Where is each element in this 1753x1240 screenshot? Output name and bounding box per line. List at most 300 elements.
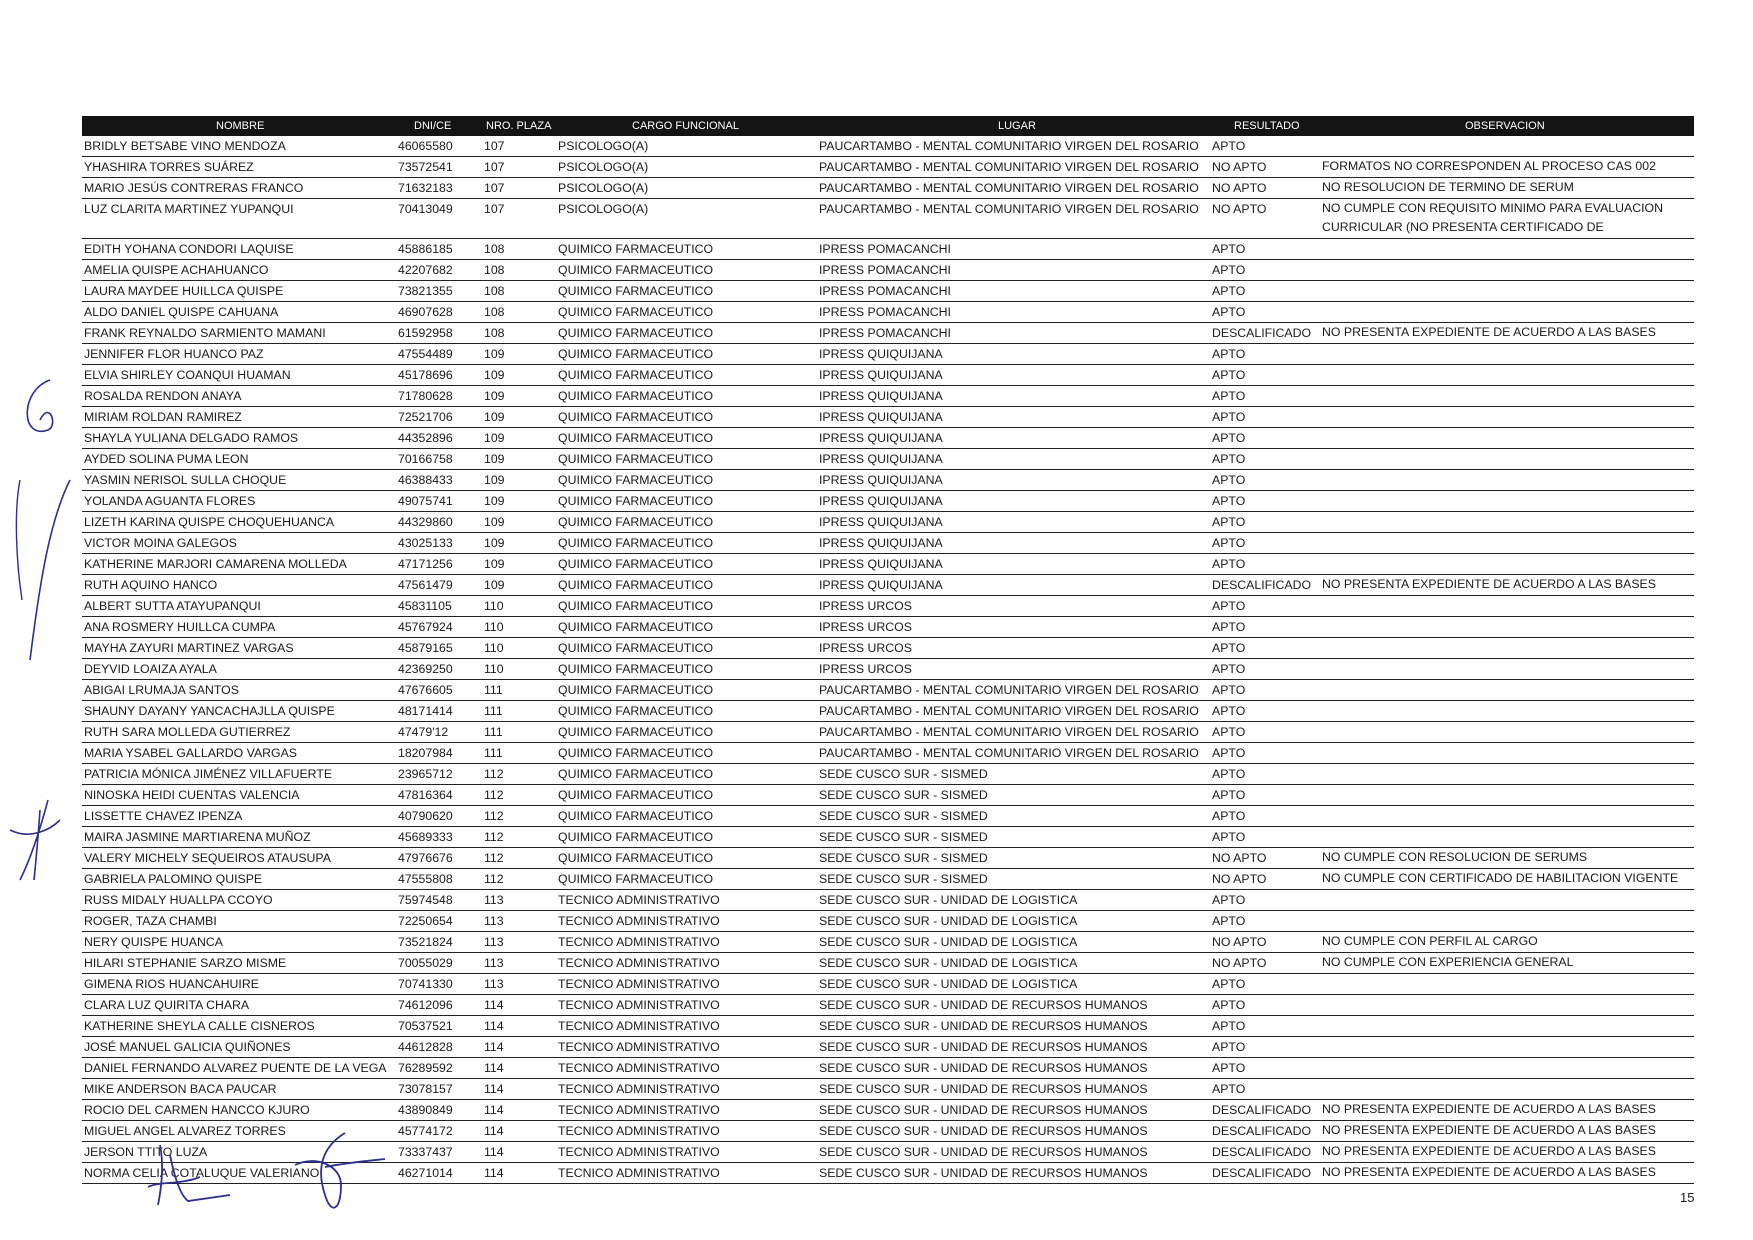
cell-nombre: RUSS MIDALY HUALLPA CCOYO xyxy=(84,893,273,907)
cell-resultado: APTO xyxy=(1212,347,1246,361)
table-row xyxy=(82,365,1694,386)
cell-lugar: IPRESS POMACANCHI xyxy=(819,305,951,319)
cell-nombre: MIRIAM ROLDAN RAMIREZ xyxy=(84,410,242,424)
cell-nombre: SHAYLA YULIANA DELGADO RAMOS xyxy=(84,431,299,445)
cell-lugar: SEDE CUSCO SUR - SISMED xyxy=(819,767,988,781)
cell-observacion: NO CUMPLE CON PERFIL AL CARGO xyxy=(1322,934,1538,948)
cell-plaza: 109 xyxy=(484,410,505,424)
cell-cargo: QUIMICO FARMACEUTICO xyxy=(558,809,714,823)
cell-observacion: NO PRESENTA EXPEDIENTE DE ACUERDO A LAS BASES xyxy=(1322,1144,1656,1158)
cell-lugar: SEDE CUSCO SUR - UNIDAD DE LOGISTICA xyxy=(819,893,1078,907)
cell-nombre: NINOSKA HEIDI CUENTAS VALENCIA xyxy=(84,788,300,802)
cell-cargo: QUIMICO FARMACEUTICO xyxy=(558,263,714,277)
table-row xyxy=(82,344,1694,365)
cell-nombre: KATHERINE MARJORI CAMARENA MOLLEDA xyxy=(84,557,347,571)
cell-nombre: YHASHIRA TORRES SUÁREZ xyxy=(84,160,254,174)
cell-cargo: QUIMICO FARMACEUTICO xyxy=(558,326,714,340)
table-row xyxy=(82,1079,1694,1100)
cell-plaza: 114 xyxy=(484,1019,504,1033)
cell-plaza: 107 xyxy=(484,160,505,174)
cell-cargo: QUIMICO FARMACEUTICO xyxy=(558,683,714,697)
cell-cargo: QUIMICO FARMACEUTICO xyxy=(558,578,714,592)
cell-plaza: 112 xyxy=(484,851,504,865)
table-row xyxy=(82,1016,1694,1037)
cell-plaza: 114 xyxy=(484,1124,504,1138)
cell-lugar: SEDE CUSCO SUR - UNIDAD DE RECURSOS HUMANOS xyxy=(819,1082,1148,1096)
cell-plaza: 111 xyxy=(484,683,503,697)
cell-cargo: QUIMICO FARMACEUTICO xyxy=(558,599,714,613)
cell-lugar: PAUCARTAMBO - MENTAL COMUNITARIO VIRGEN DEL ROSARIO xyxy=(819,160,1199,174)
cell-dni: 72250654 xyxy=(398,914,453,928)
cell-plaza: 110 xyxy=(484,662,504,676)
cell-plaza: 108 xyxy=(484,284,505,298)
cell-dni: 42207682 xyxy=(398,263,453,277)
cell-dni: 47816364 xyxy=(398,788,453,802)
cell-nombre: PATRICIA MÓNICA JIMÉNEZ VILLAFUERTE xyxy=(84,767,333,781)
cell-dni: 45767924 xyxy=(398,620,453,634)
cell-plaza: 108 xyxy=(484,242,505,256)
cell-dni: 70166758 xyxy=(398,452,453,466)
cell-lugar: IPRESS QUIQUIJANA xyxy=(819,389,943,403)
cell-cargo: QUIMICO FARMACEUTICO xyxy=(558,872,714,886)
cell-plaza: 113 xyxy=(484,935,504,949)
cell-resultado: APTO xyxy=(1212,893,1246,907)
cell-resultado: APTO xyxy=(1212,431,1246,445)
cell-nombre: ABIGAI LRUMAJA SANTOS xyxy=(84,683,239,697)
cell-dni: 46065580 xyxy=(398,139,453,153)
cell-lugar: PAUCARTAMBO - MENTAL COMUNITARIO VIRGEN DEL ROSARIO xyxy=(819,704,1199,718)
cell-resultado: APTO xyxy=(1212,599,1246,613)
table-row xyxy=(82,302,1694,323)
cell-dni: 45178696 xyxy=(398,368,453,382)
cell-dni: 45879165 xyxy=(398,641,453,655)
cell-nombre: ROCIO DEL CARMEN HANCCO KJURO xyxy=(84,1103,310,1117)
cell-resultado: APTO xyxy=(1212,1019,1246,1033)
cell-dni: 47554489 xyxy=(398,347,453,361)
cell-dni: 45689333 xyxy=(398,830,453,844)
cell-cargo: QUIMICO FARMACEUTICO xyxy=(558,305,714,319)
table-row xyxy=(82,701,1694,722)
cell-lugar: SEDE CUSCO SUR - SISMED xyxy=(819,809,988,823)
cell-resultado: APTO xyxy=(1212,830,1246,844)
cell-dni: 73337437 xyxy=(398,1145,453,1159)
table-row xyxy=(82,869,1694,890)
table-row xyxy=(82,680,1694,701)
cell-cargo: QUIMICO FARMACEUTICO xyxy=(558,788,714,802)
cell-resultado: DESCALIFICADO xyxy=(1212,1145,1312,1159)
cell-plaza: 114 xyxy=(484,1082,504,1096)
cell-plaza: 114 xyxy=(484,1061,504,1075)
cell-nombre: MIKE ANDERSON BACA PAUCAR xyxy=(84,1082,277,1096)
table-row xyxy=(82,911,1694,932)
cell-nombre: ANA ROSMERY HUILLCA CUMPA xyxy=(84,620,276,634)
cell-lugar: IPRESS URCOS xyxy=(819,641,912,655)
cell-plaza: 114 xyxy=(484,1145,504,1159)
cell-plaza: 112 xyxy=(484,830,504,844)
cell-resultado: APTO xyxy=(1212,242,1246,256)
cell-cargo: TECNICO ADMINISTRATIVO xyxy=(558,1019,720,1033)
cell-lugar: SEDE CUSCO SUR - UNIDAD DE RECURSOS HUMANOS xyxy=(819,1103,1148,1117)
table-row xyxy=(82,323,1694,344)
table-row xyxy=(82,827,1694,848)
cell-dni: 45831105 xyxy=(398,599,452,613)
cell-observacion: NO CUMPLE CON RESOLUCION DE SERUMS xyxy=(1322,850,1588,864)
cell-nombre: YASMIN NERISOL SULLA CHOQUE xyxy=(84,473,287,487)
cell-dni: 70741330 xyxy=(398,977,453,991)
cell-lugar: SEDE CUSCO SUR - UNIDAD DE RECURSOS HUMANOS xyxy=(819,1145,1148,1159)
table-row xyxy=(82,1058,1694,1079)
cell-observacion: NO CUMPLE CON EXPERIENCIA GENERAL xyxy=(1322,955,1574,969)
cell-cargo: TECNICO ADMINISTRATIVO xyxy=(558,977,720,991)
cell-lugar: IPRESS QUIQUIJANA xyxy=(819,494,943,508)
cell-lugar: SEDE CUSCO SUR - UNIDAD DE RECURSOS HUMANOS xyxy=(819,998,1148,1012)
cell-lugar: SEDE CUSCO SUR - UNIDAD DE LOGISTICA xyxy=(819,935,1078,949)
cell-dni: 74612096 xyxy=(398,998,453,1012)
cell-resultado: APTO xyxy=(1212,139,1246,153)
cell-cargo: QUIMICO FARMACEUTICO xyxy=(558,515,714,529)
cell-resultado: NO APTO xyxy=(1212,851,1267,865)
cell-plaza: 109 xyxy=(484,452,505,466)
cell-cargo: PSICOLOGO(A) xyxy=(558,139,649,153)
cell-lugar: IPRESS QUIQUIJANA xyxy=(819,578,943,592)
cell-cargo: TECNICO ADMINISTRATIVO xyxy=(558,914,720,928)
cell-nombre: MARIA YSABEL GALLARDO VARGAS xyxy=(84,746,297,760)
cell-resultado: DESCALIFICADO xyxy=(1212,578,1312,592)
header-observacion: OBSERVACION xyxy=(1465,120,1545,132)
cell-cargo: QUIMICO FARMACEUTICO xyxy=(558,494,714,508)
cell-nombre: HILARI STEPHANIE SARZO MISME xyxy=(84,956,287,970)
table-row xyxy=(82,533,1694,554)
cell-lugar: IPRESS URCOS xyxy=(819,662,912,676)
table-row xyxy=(82,260,1694,281)
cell-resultado: APTO xyxy=(1212,725,1246,739)
cell-plaza: 107 xyxy=(484,181,505,195)
table-row xyxy=(82,848,1694,869)
table-row xyxy=(82,785,1694,806)
cell-plaza: 111 xyxy=(484,704,503,718)
header-lugar: LUGAR xyxy=(998,120,1036,132)
cell-plaza: 113 xyxy=(484,956,504,970)
cell-nombre: AYDED SOLINA PUMA LEON xyxy=(84,452,249,466)
table-row xyxy=(82,470,1694,491)
cell-resultado: APTO xyxy=(1212,662,1246,676)
cell-cargo: QUIMICO FARMACEUTICO xyxy=(558,662,714,676)
cell-resultado: DESCALIFICADO xyxy=(1212,1103,1312,1117)
cell-observacion: NO PRESENTA EXPEDIENTE DE ACUERDO A LAS BASES xyxy=(1322,1123,1656,1137)
results-table xyxy=(82,116,1694,1184)
cell-cargo: QUIMICO FARMACEUTICO xyxy=(558,557,714,571)
cell-dni: 42369250 xyxy=(398,662,453,676)
cell-plaza: 108 xyxy=(484,326,505,340)
cell-cargo: QUIMICO FARMACEUTICO xyxy=(558,242,714,256)
table-row xyxy=(82,995,1694,1016)
table-row xyxy=(82,659,1694,680)
cell-resultado: NO APTO xyxy=(1212,160,1267,174)
cell-dni: 49075741 xyxy=(398,494,453,508)
cell-cargo: TECNICO ADMINISTRATIVO xyxy=(558,998,720,1012)
cell-nombre: JOSÉ MANUEL GALICIA QUIÑONES xyxy=(84,1040,291,1054)
cell-plaza: 113 xyxy=(484,977,504,991)
cell-plaza: 109 xyxy=(484,515,505,529)
cell-resultado: APTO xyxy=(1212,620,1246,634)
cell-resultado: APTO xyxy=(1212,977,1246,991)
cell-dni: 18207984 xyxy=(398,746,453,760)
cell-lugar: IPRESS QUIQUIJANA xyxy=(819,557,943,571)
cell-plaza: 114 xyxy=(484,1166,504,1180)
cell-lugar: SEDE CUSCO SUR - UNIDAD DE RECURSOS HUMANOS xyxy=(819,1040,1148,1054)
cell-plaza: 114 xyxy=(484,1040,504,1054)
cell-observacion: NO CUMPLE CON REQUISITO MINIMO PARA EVALUACION CURRICULAR (NO PRESENTA CERTIFICADO DE xyxy=(1322,201,1663,234)
cell-dni: 23965712 xyxy=(398,767,453,781)
cell-plaza: 112 xyxy=(484,872,504,886)
cell-resultado: APTO xyxy=(1212,263,1246,277)
cell-dni: 47171256 xyxy=(398,557,453,571)
cell-plaza: 109 xyxy=(484,536,505,550)
cell-nombre: LISSETTE CHAVEZ IPENZA xyxy=(84,809,243,823)
signature-left-icon xyxy=(140,1135,250,1215)
cell-plaza: 110 xyxy=(484,641,504,655)
cell-nombre: MAIRA JASMINE MARTIARENA MUÑOZ xyxy=(84,830,311,844)
cell-lugar: IPRESS POMACANCHI xyxy=(819,242,951,256)
cell-dni: 46907628 xyxy=(398,305,453,319)
cell-plaza: 109 xyxy=(484,494,505,508)
cell-observacion: NO CUMPLE CON CERTIFICADO DE HABILITACION VIGENTE xyxy=(1322,871,1679,885)
cell-dni: 73572541 xyxy=(398,160,453,174)
table-row xyxy=(82,743,1694,764)
cell-plaza: 109 xyxy=(484,347,505,361)
cell-nombre: MAYHA ZAYURI MARTINEZ VARGAS xyxy=(84,641,294,655)
cell-lugar: PAUCARTAMBO - MENTAL COMUNITARIO VIRGEN DEL ROSARIO xyxy=(819,202,1199,216)
table-row xyxy=(82,199,1694,239)
cell-cargo: TECNICO ADMINISTRATIVO xyxy=(558,1124,720,1138)
table-row xyxy=(82,596,1694,617)
table-row xyxy=(82,932,1694,953)
cell-lugar: PAUCARTAMBO - MENTAL COMUNITARIO VIRGEN DEL ROSARIO xyxy=(819,181,1199,195)
cell-dni: 44352896 xyxy=(398,431,453,445)
table-row xyxy=(82,407,1694,428)
cell-nombre: MARIO JESÚS CONTRERAS FRANCO xyxy=(84,181,304,195)
cell-cargo: QUIMICO FARMACEUTICO xyxy=(558,536,714,550)
cell-dni: 43890849 xyxy=(398,1103,453,1117)
cell-cargo: QUIMICO FARMACEUTICO xyxy=(558,431,714,445)
cell-nombre: YOLANDA AGUANTA FLORES xyxy=(84,494,256,508)
table-row xyxy=(82,239,1694,260)
table-header xyxy=(82,116,1694,136)
cell-nombre: ROSALDA RENDON ANAYA xyxy=(84,389,242,403)
cell-cargo: QUIMICO FARMACEUTICO xyxy=(558,767,714,781)
cell-cargo: TECNICO ADMINISTRATIVO xyxy=(558,1061,720,1075)
cell-lugar: SEDE CUSCO SUR - UNIDAD DE RECURSOS HUMANOS xyxy=(819,1061,1148,1075)
cell-dni: 47676605 xyxy=(398,683,453,697)
cell-nombre: JENNIFER FLOR HUANCO PAZ xyxy=(84,347,264,361)
cell-cargo: TECNICO ADMINISTRATIVO xyxy=(558,893,720,907)
cell-resultado: NO APTO xyxy=(1212,202,1267,216)
cell-dni: 71780628 xyxy=(398,389,453,403)
cell-plaza: 113 xyxy=(484,914,504,928)
cell-lugar: SEDE CUSCO SUR - UNIDAD DE LOGISTICA xyxy=(819,914,1078,928)
cell-dni: 73078157 xyxy=(398,1082,453,1096)
cell-plaza: 107 xyxy=(484,139,505,153)
cell-lugar: IPRESS QUIQUIJANA xyxy=(819,536,943,550)
cell-cargo: QUIMICO FARMACEUTICO xyxy=(558,368,714,382)
cell-nombre: GIMENA RIOS HUANCAHUIRE xyxy=(84,977,259,991)
cell-dni: 47561479 xyxy=(398,578,453,592)
cell-dni: 40790620 xyxy=(398,809,453,823)
cell-resultado: DESCALIFICADO xyxy=(1212,1124,1312,1138)
cell-lugar: IPRESS URCOS xyxy=(819,620,912,634)
cell-resultado: APTO xyxy=(1212,1082,1246,1096)
cell-plaza: 112 xyxy=(484,767,504,781)
cell-cargo: QUIMICO FARMACEUTICO xyxy=(558,620,714,634)
cell-dni: 43025133 xyxy=(398,536,453,550)
cell-cargo: QUIMICO FARMACEUTICO xyxy=(558,284,714,298)
cell-lugar: IPRESS QUIQUIJANA xyxy=(819,452,943,466)
cell-nombre: DANIEL FERNANDO ALVAREZ PUENTE DE LA VEGA xyxy=(84,1061,387,1075)
cell-resultado: APTO xyxy=(1212,641,1246,655)
cell-plaza: 112 xyxy=(484,788,504,802)
cell-cargo: QUIMICO FARMACEUTICO xyxy=(558,725,714,739)
cell-nombre: FRANK REYNALDO SARMIENTO MAMANI xyxy=(84,326,326,340)
cell-nombre: KATHERINE SHEYLA CALLE CISNEROS xyxy=(84,1019,315,1033)
cell-resultado: APTO xyxy=(1212,1061,1246,1075)
cell-cargo: QUIMICO FARMACEUTICO xyxy=(558,473,714,487)
cell-observacion: NO PRESENTA EXPEDIENTE DE ACUERDO A LAS BASES xyxy=(1322,577,1656,591)
cell-lugar: SEDE CUSCO SUR - UNIDAD DE LOGISTICA xyxy=(819,977,1078,991)
cell-nombre: BRIDLY BETSABE VINO MENDOZA xyxy=(84,139,286,153)
cell-dni: 48171414 xyxy=(398,704,453,718)
table-row xyxy=(82,428,1694,449)
cell-nombre: ELVIA SHIRLEY COANQUI HUAMAN xyxy=(84,368,291,382)
table-row xyxy=(82,806,1694,827)
cell-nombre: EDITH YOHANA CONDORI LAQUISE xyxy=(84,242,294,256)
cell-resultado: APTO xyxy=(1212,704,1246,718)
cell-nombre: LIZETH KARINA QUISPE CHOQUEHUANCA xyxy=(84,515,335,529)
cell-cargo: PSICOLOGO(A) xyxy=(558,181,649,195)
cell-lugar: PAUCARTAMBO - MENTAL COMUNITARIO VIRGEN DEL ROSARIO xyxy=(819,746,1199,760)
cell-dni: 70413049 xyxy=(398,202,453,216)
cell-plaza: 108 xyxy=(484,305,505,319)
table-row xyxy=(82,722,1694,743)
table-row xyxy=(82,491,1694,512)
cell-nombre: MIGUEL ANGEL ALVAREZ TORRES xyxy=(84,1124,286,1138)
cell-cargo: QUIMICO FARMACEUTICO xyxy=(558,389,714,403)
cell-lugar: IPRESS POMACANCHI xyxy=(819,263,951,277)
cell-cargo: TECNICO ADMINISTRATIVO xyxy=(558,1103,720,1117)
cell-lugar: IPRESS URCOS xyxy=(819,599,912,613)
cell-dni: 44329860 xyxy=(398,515,453,529)
cell-resultado: APTO xyxy=(1212,683,1246,697)
cell-nombre: ALBERT SUTTA ATAYUPANQUI xyxy=(84,599,261,613)
cell-resultado: APTO xyxy=(1212,557,1246,571)
table-row xyxy=(82,178,1694,199)
cell-resultado: APTO xyxy=(1212,452,1246,466)
cell-resultado: NO APTO xyxy=(1212,956,1267,970)
cell-dni: 45886185 xyxy=(398,242,453,256)
cell-cargo: QUIMICO FARMACEUTICO xyxy=(558,410,714,424)
cell-plaza: 111 xyxy=(484,725,503,739)
cell-dni: 73521824 xyxy=(398,935,453,949)
cell-dni: 71632183 xyxy=(398,181,453,195)
cell-nombre: VICTOR MOINA GALEGOS xyxy=(84,536,237,550)
cell-cargo: QUIMICO FARMACEUTICO xyxy=(558,347,714,361)
cell-resultado: APTO xyxy=(1212,473,1246,487)
cell-nombre: ALDO DANIEL QUISPE CAHUANA xyxy=(84,305,279,319)
cell-lugar: IPRESS QUIQUIJANA xyxy=(819,410,943,424)
cell-observacion: NO RESOLUCION DE TERMINO DE SERUM xyxy=(1322,180,1574,194)
cell-nombre: DEYVID LOAIZA AYALA xyxy=(84,662,217,676)
cell-lugar: SEDE CUSCO SUR - UNIDAD DE RECURSOS HUMANOS xyxy=(819,1124,1148,1138)
table-row xyxy=(82,136,1694,157)
table-row xyxy=(82,1037,1694,1058)
cell-observacion: NO PRESENTA EXPEDIENTE DE ACUERDO A LAS BASES xyxy=(1322,1102,1656,1116)
cell-cargo: TECNICO ADMINISTRATIVO xyxy=(558,1145,720,1159)
signature-right-icon xyxy=(285,1125,395,1225)
cell-lugar: SEDE CUSCO SUR - SISMED xyxy=(819,872,988,886)
cell-plaza: 109 xyxy=(484,578,505,592)
table-row xyxy=(82,281,1694,302)
cell-plaza: 109 xyxy=(484,431,505,445)
cell-cargo: PSICOLOGO(A) xyxy=(558,160,649,174)
cell-cargo: TECNICO ADMINISTRATIVO xyxy=(558,1040,720,1054)
cell-nombre: RUTH SARA MOLLEDA GUTIERREZ xyxy=(84,725,291,739)
cell-cargo: QUIMICO FARMACEUTICO xyxy=(558,830,714,844)
cell-observacion: NO PRESENTA EXPEDIENTE DE ACUERDO A LAS BASES xyxy=(1322,1165,1656,1179)
cell-cargo: QUIMICO FARMACEUTICO xyxy=(558,641,714,655)
cell-resultado: APTO xyxy=(1212,1040,1246,1054)
cell-plaza: 109 xyxy=(484,368,505,382)
cell-nombre: GABRIELA PALOMINO QUISPE xyxy=(84,872,263,886)
header-plaza: NRO. PLAZA xyxy=(486,120,552,132)
table-row xyxy=(82,638,1694,659)
cell-dni: 47479'12 xyxy=(398,725,449,739)
cell-plaza: 114 xyxy=(484,998,504,1012)
cell-nombre: ROGER, TAZA CHAMBI xyxy=(84,914,217,928)
cell-cargo: TECNICO ADMINISTRATIVO xyxy=(558,935,720,949)
cell-lugar: SEDE CUSCO SUR - SISMED xyxy=(819,788,988,802)
cell-plaza: 112 xyxy=(484,809,504,823)
cell-lugar: PAUCARTAMBO - MENTAL COMUNITARIO VIRGEN DEL ROSARIO xyxy=(819,139,1199,153)
cell-lugar: SEDE CUSCO SUR - UNIDAD DE RECURSOS HUMANOS xyxy=(819,1166,1148,1180)
header-cargo: CARGO FUNCIONAL xyxy=(632,120,739,132)
cell-lugar: IPRESS POMACANCHI xyxy=(819,284,951,298)
cell-resultado: APTO xyxy=(1212,788,1246,802)
cell-dni: 72521706 xyxy=(398,410,453,424)
cell-plaza: 110 xyxy=(484,620,504,634)
table-row xyxy=(82,554,1694,575)
cell-resultado: APTO xyxy=(1212,998,1246,1012)
cell-plaza: 114 xyxy=(484,1103,504,1117)
cell-lugar: SEDE CUSCO SUR - SISMED xyxy=(819,851,988,865)
cell-resultado: APTO xyxy=(1212,389,1246,403)
table-row xyxy=(82,386,1694,407)
cell-resultado: APTO xyxy=(1212,284,1246,298)
cell-dni: 45774172 xyxy=(398,1124,453,1138)
cell-lugar: IPRESS QUIQUIJANA xyxy=(819,368,943,382)
cell-dni: 75974548 xyxy=(398,893,453,907)
cell-resultado: APTO xyxy=(1212,410,1246,424)
cell-resultado: DESCALIFICADO xyxy=(1212,326,1312,340)
cell-dni: 44612828 xyxy=(398,1040,453,1054)
cell-observacion: NO PRESENTA EXPEDIENTE DE ACUERDO A LAS BASES xyxy=(1322,325,1656,339)
cell-nombre: LUZ CLARITA MARTINEZ YUPANQUI xyxy=(84,202,294,216)
table-row xyxy=(82,617,1694,638)
cell-resultado: APTO xyxy=(1212,368,1246,382)
table-row xyxy=(82,449,1694,470)
cell-lugar: PAUCARTAMBO - MENTAL COMUNITARIO VIRGEN DEL ROSARIO xyxy=(819,683,1199,697)
cell-cargo: TECNICO ADMINISTRATIVO xyxy=(558,1166,720,1180)
cell-resultado: NO APTO xyxy=(1212,935,1267,949)
cell-cargo: QUIMICO FARMACEUTICO xyxy=(558,851,714,865)
